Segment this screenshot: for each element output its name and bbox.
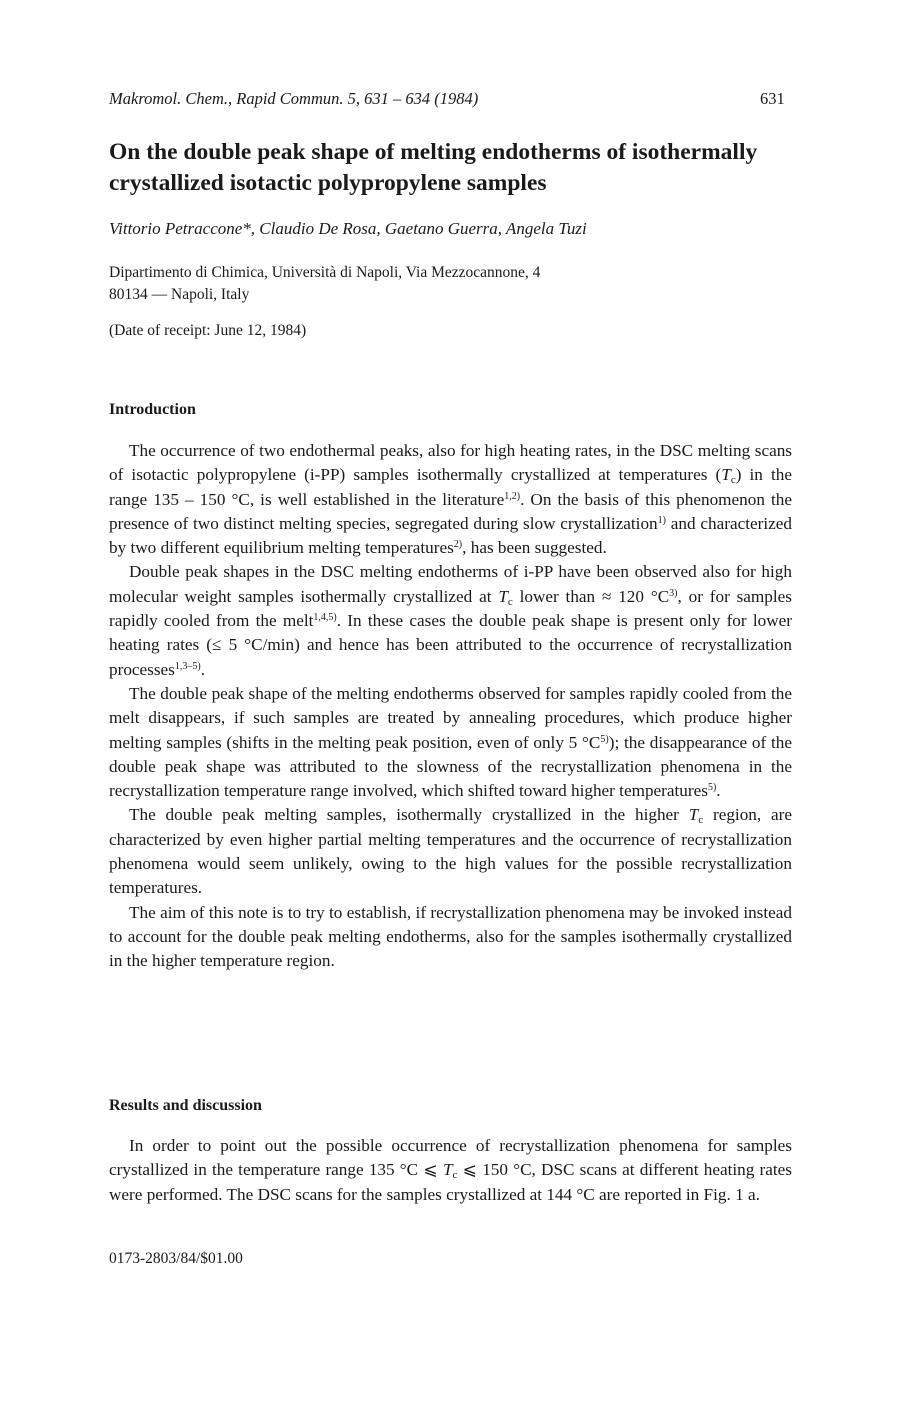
paragraph: Double peak shapes in the DSC melting endotherms of i-PP have been observed also for high molecular weight samples isothermally crystallized at $T_c$ lower than ≈ 120 $^\circ C^{3)}$, or for samples rapidly cooled from the melt$^{1,4,5)}$. In these cases the double peak shape is present only for lower heating rates (≤ 5 °C/min) and hence has been attributed to the occurrence of recrystallization processes$^{1,3-5)}$.: [109, 562, 792, 679]
affiliation: [109, 262, 540, 306]
reference-marker: 1): [657, 514, 666, 526]
reference-marker: 1,2): [504, 490, 521, 502]
paragraph: The double peak shape of the melting endotherms observed for samples rapidly cooled from the melt disappears, if such samples are treated by annealing procedures, which produce higher melting samples (shifts in the melting peak position, even of only 5 $^\circ C^{5)}$); the disappearance of the double peak shape was attributed to the slowness of the recrystallization phenomena in the recrystallization temperature range involved, which shifted toward higher temperatures$^{5)}$.: [109, 683, 792, 801]
reference-marker: 2): [453, 539, 463, 551]
section-heading-results: Results and discussion: [109, 1097, 262, 1114]
paragraph: The occurrence of two endothermal peaks, also for high heating rates, in the DSC melting scans of isotactic polypropylene (i-PP) samples isothermally crystallized at temperatures $(T_c)$ in the range 135 – 150 °C, is well established in the literature$^{1,2)}$. On the basis of this phenomenon the presence of two distinct melting species, segregated during slow crystallization$^{1)}$ and characterized by two different equilibrium melting temperatures$^{2)}$, has been suggested.: [109, 441, 793, 558]
price-code: 0173-2803/84/$01.00: [109, 1250, 243, 1267]
author-list: Vittorio Petraccone*, Claudio De Rosa, Gaetano Guerra, Angela Tuzi: [109, 219, 587, 238]
paragraph: The double peak melting samples, isothermally crystallized in the higher $T_c$ region, are characterized by even higher partial melting temperatures and the occurrence of recrystallization phenomena would seem unlikely, owing to the high values for the possible recrystallization temperatures.: [109, 805, 792, 898]
affiliation-line: Dipartimento di Chimica, Università di Napoli, Via Mezzocannone, 4: [109, 264, 541, 281]
journal-citation: Makromol. Chem., Rapid Commun. 5, 631 – 634 (1984): [109, 89, 479, 108]
reference-marker: 1,3–5): [174, 660, 201, 672]
paragraph: The aim of this note is to try to establish, if recrystallization phenomena may be invoked instead to account for the double peak melting endotherms, also for the samples isothermally crystallized in the higher temperature region.: [109, 902, 792, 971]
reference-marker: 3): [669, 587, 678, 599]
reference-marker: 5): [707, 782, 717, 794]
results-body: [109, 1134, 792, 1207]
article-title: On the double peak shape of melting endotherms of isothermally crystallized isotactic polypropylene samples: [109, 139, 758, 196]
introduction-body: [109, 439, 792, 974]
page-number: 631: [760, 89, 785, 108]
paragraph: In order to point out the possible occurrence of recrystallization phenomena for samples crystallized in the temperature range 135 °C ⩽ $T_c$ ⩽ 150 °C, DSC scans at different heating rates were performed. The DSC scans for the samples crystallized at 144 °C are reported in Fig. 1 a.: [109, 1136, 792, 1204]
affiliation-line: 80134 — Napoli, Italy: [109, 286, 250, 303]
section-heading-introduction: Introduction: [109, 401, 196, 418]
date-of-receipt: (Date of receipt: June 12, 1984): [109, 322, 307, 339]
reference-marker: 5): [600, 733, 609, 745]
reference-marker: 1,4,5): [313, 612, 337, 624]
